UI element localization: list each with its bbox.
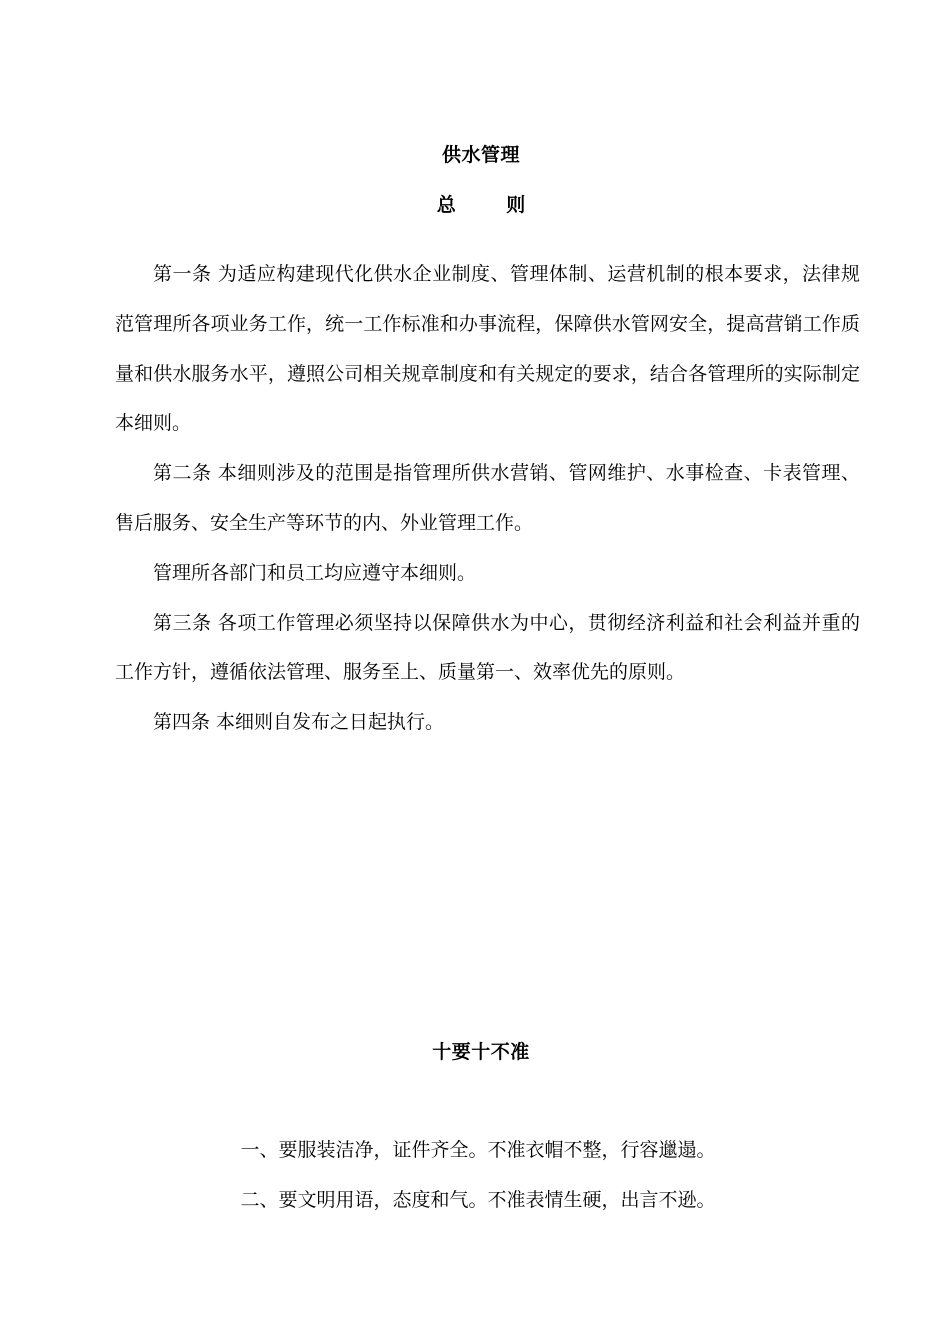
rule-item: 二、要文明用语，态度和气。不准表情生硬，出言不逊。 — [240, 1189, 716, 1211]
article-3: 第三条 各项工作管理必须坚持以保障供水为中心，贯彻经济利益和社会利益并重的工作方针，遵循依法管理、服务至上、质量第一、效率优先的原则。 — [115, 611, 860, 684]
document-title: 供水管理 — [441, 144, 520, 166]
article-2: 第二条 本细则涉及的范围是指管理所供水营销、管网维护、水事检查、卡表管理、售后服务、安全生产等环节的内、外业管理工作。 — [115, 462, 860, 534]
rules-title: 十要十不准 — [432, 1041, 530, 1063]
general-provisions — [115, 250, 860, 748]
compliance-note: 管理所各部门和员工均应遵守本细则。 — [153, 561, 477, 584]
article-1: 第一条 为适应构建现代化供水企业制度、管理体制、运营机制的根本要求，法律规范管理所各项业务工作，统一工作标准和办事流程，保障供水管网安全，提高营销工作质量和供水服务水平，遵照公司相关规章制度和有关规定的要求，结合各管理所的实际制定本细则。 — [115, 263, 860, 435]
rule-item: 一、要服装洁净，证件齐全。不准衣帽不整，行容邋遢。 — [240, 1139, 716, 1161]
section-title: 总 则 — [436, 194, 548, 216]
rules-list — [0, 1125, 950, 1225]
article-4: 第四条 本细则自发布之日起执行。 — [153, 711, 445, 734]
